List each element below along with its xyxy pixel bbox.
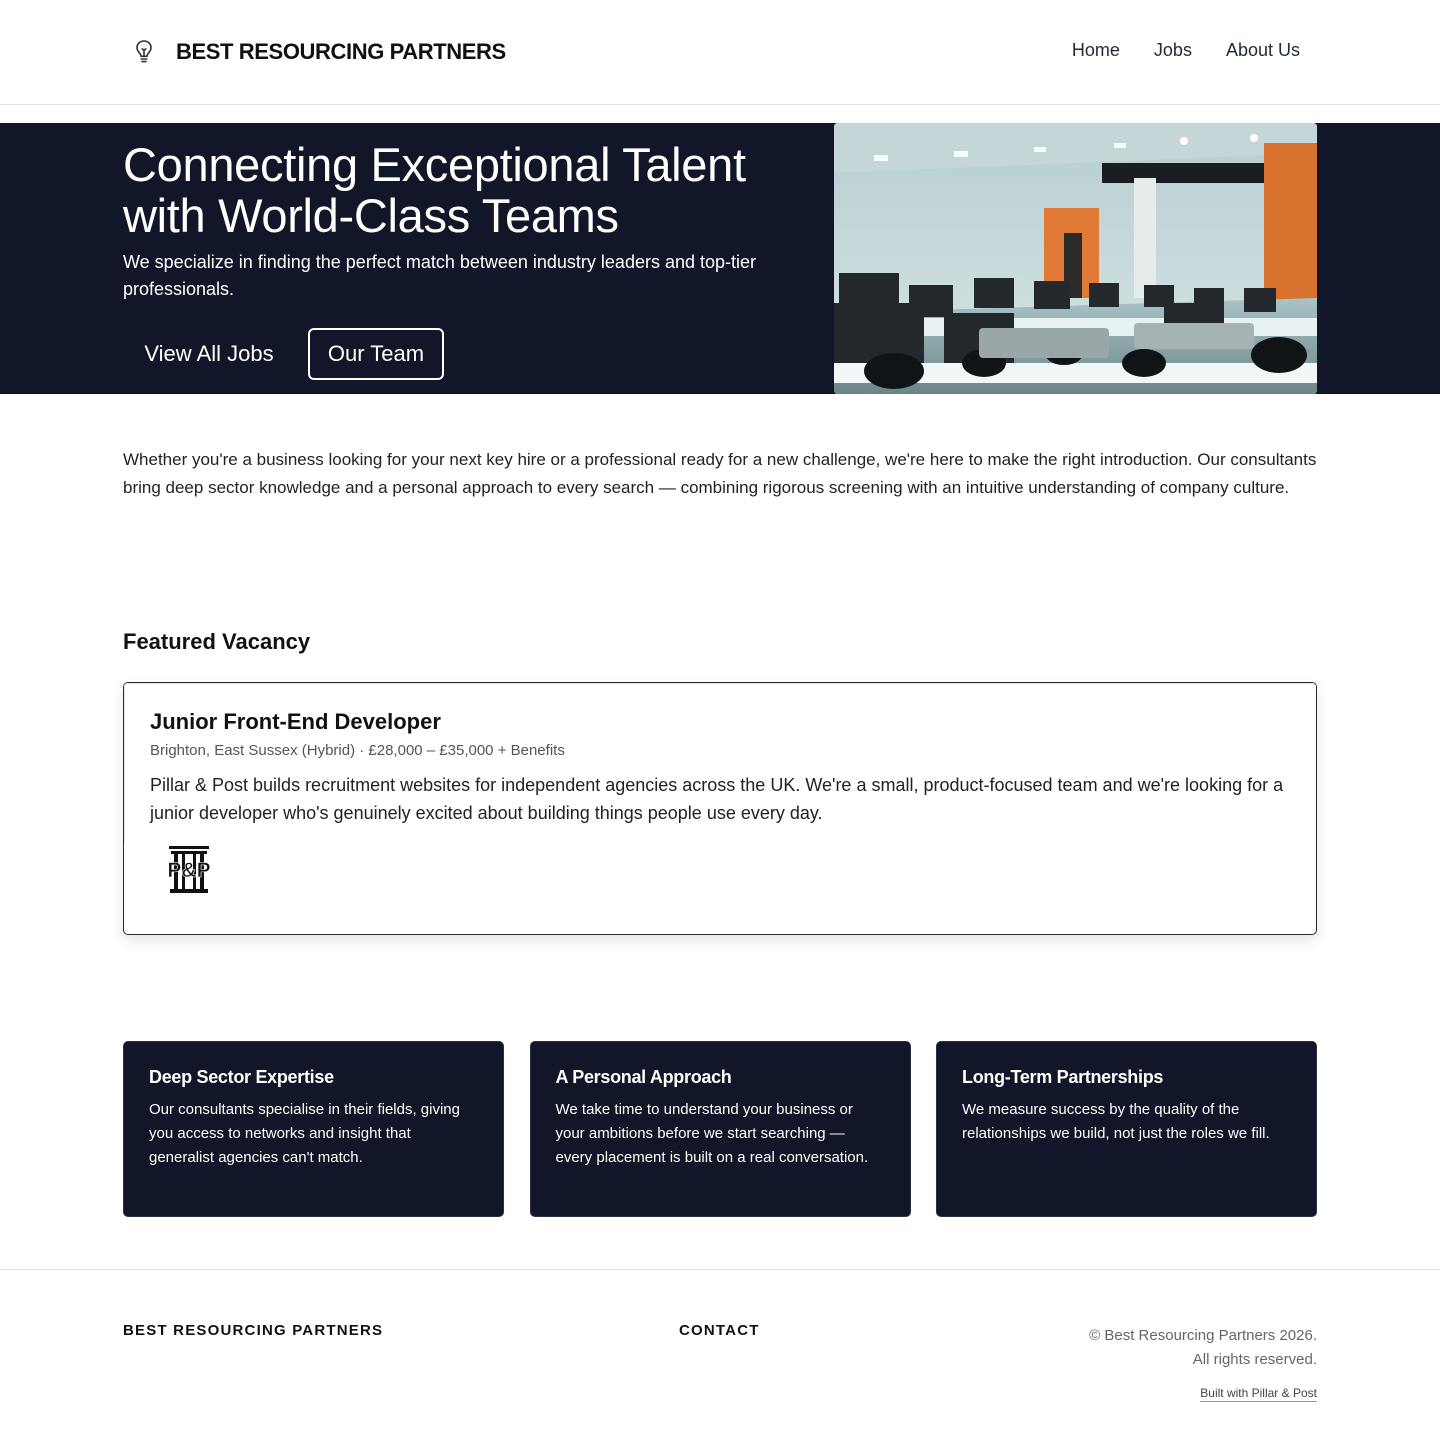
- feature-text: Our consultants specialise in their fields, giving you access to networks and insight that generalist agencies can't match.: [149, 1101, 460, 1166]
- feature-card-personal: [530, 1041, 911, 1217]
- featured-job-card[interactable]: [123, 682, 1317, 935]
- brand-name: BEST RESOURCING PARTNERS: [176, 39, 506, 64]
- feature-title: Long-Term Partnerships: [962, 1067, 1164, 1087]
- footer-contact-heading: CONTACT: [679, 1322, 760, 1339]
- job-title[interactable]: Junior Front-End Developer: [150, 709, 441, 734]
- feature-card-expertise: [123, 1041, 504, 1217]
- intro-text: Whether you're a business looking for your next key hire or a professional ready for a new challenge, we're here to make the right introduction. Our consultants bring deep sector knowledge and a personal approach to every search — combining rigorous screening with an intuitive understanding of company culture.: [123, 450, 1317, 497]
- svg-text:P&P: P&P: [167, 859, 211, 882]
- office-photo: [834, 123, 1317, 394]
- feature-title: A Personal Approach: [555, 1067, 732, 1087]
- our-team-button[interactable]: Our Team: [308, 328, 444, 380]
- pillar-and-post-logo-icon: [162, 845, 216, 895]
- site-footer: [0, 1269, 1440, 1456]
- job-card-body: [124, 683, 1317, 843]
- brand[interactable]: [134, 38, 506, 66]
- feature-title: Deep Sector Expertise: [149, 1067, 334, 1087]
- job-description: Pillar & Post builds recruitment websites for independent agencies across the UK. We're a small, product-focused team and we're looking for a junior developer who's genuinely excited about building things people use every day.: [150, 775, 1284, 823]
- features-section: [123, 1041, 1317, 1217]
- lightbulb-icon: [134, 38, 154, 66]
- main-nav: [1072, 40, 1300, 61]
- hero-subtitle: We specialize in finding the perfect match between industry leaders and top-tier professionals.: [123, 252, 757, 299]
- feature-text: We measure success by the quality of the relationships we build, not just the roles we fill.: [962, 1101, 1270, 1142]
- copyright-line: © Best Resourcing Partners 2026.: [1089, 1327, 1317, 1344]
- site-header: [0, 0, 1440, 105]
- hero-title: Connecting Exceptional Talent with World-Class Teams: [123, 138, 746, 242]
- featured-vacancy-heading: Featured Vacancy: [123, 629, 311, 654]
- feature-card-partnerships: [936, 1041, 1317, 1217]
- nav-home[interactable]: Home: [1071, 40, 1120, 60]
- built-with-link[interactable]: Built with Pillar & Post: [1200, 1386, 1317, 1400]
- rights-line: All rights reserved.: [1192, 1351, 1317, 1368]
- nav-about-us[interactable]: About Us: [1225, 40, 1300, 60]
- hero-section: [0, 123, 1440, 394]
- feature-text: We take time to understand your business or your ambitions before we start searching — every placement is built on a real conversation.: [555, 1101, 869, 1166]
- footer-brand: BEST RESOURCING PARTNERS: [123, 1322, 384, 1339]
- job-meta: Brighton, East Sussex (Hybrid) · £28,000 – £35,000 + Benefits: [150, 742, 565, 759]
- view-all-jobs-button[interactable]: View All Jobs: [123, 328, 295, 380]
- footer-copyright: [1089, 1324, 1317, 1372]
- nav-jobs[interactable]: Jobs: [1153, 40, 1192, 60]
